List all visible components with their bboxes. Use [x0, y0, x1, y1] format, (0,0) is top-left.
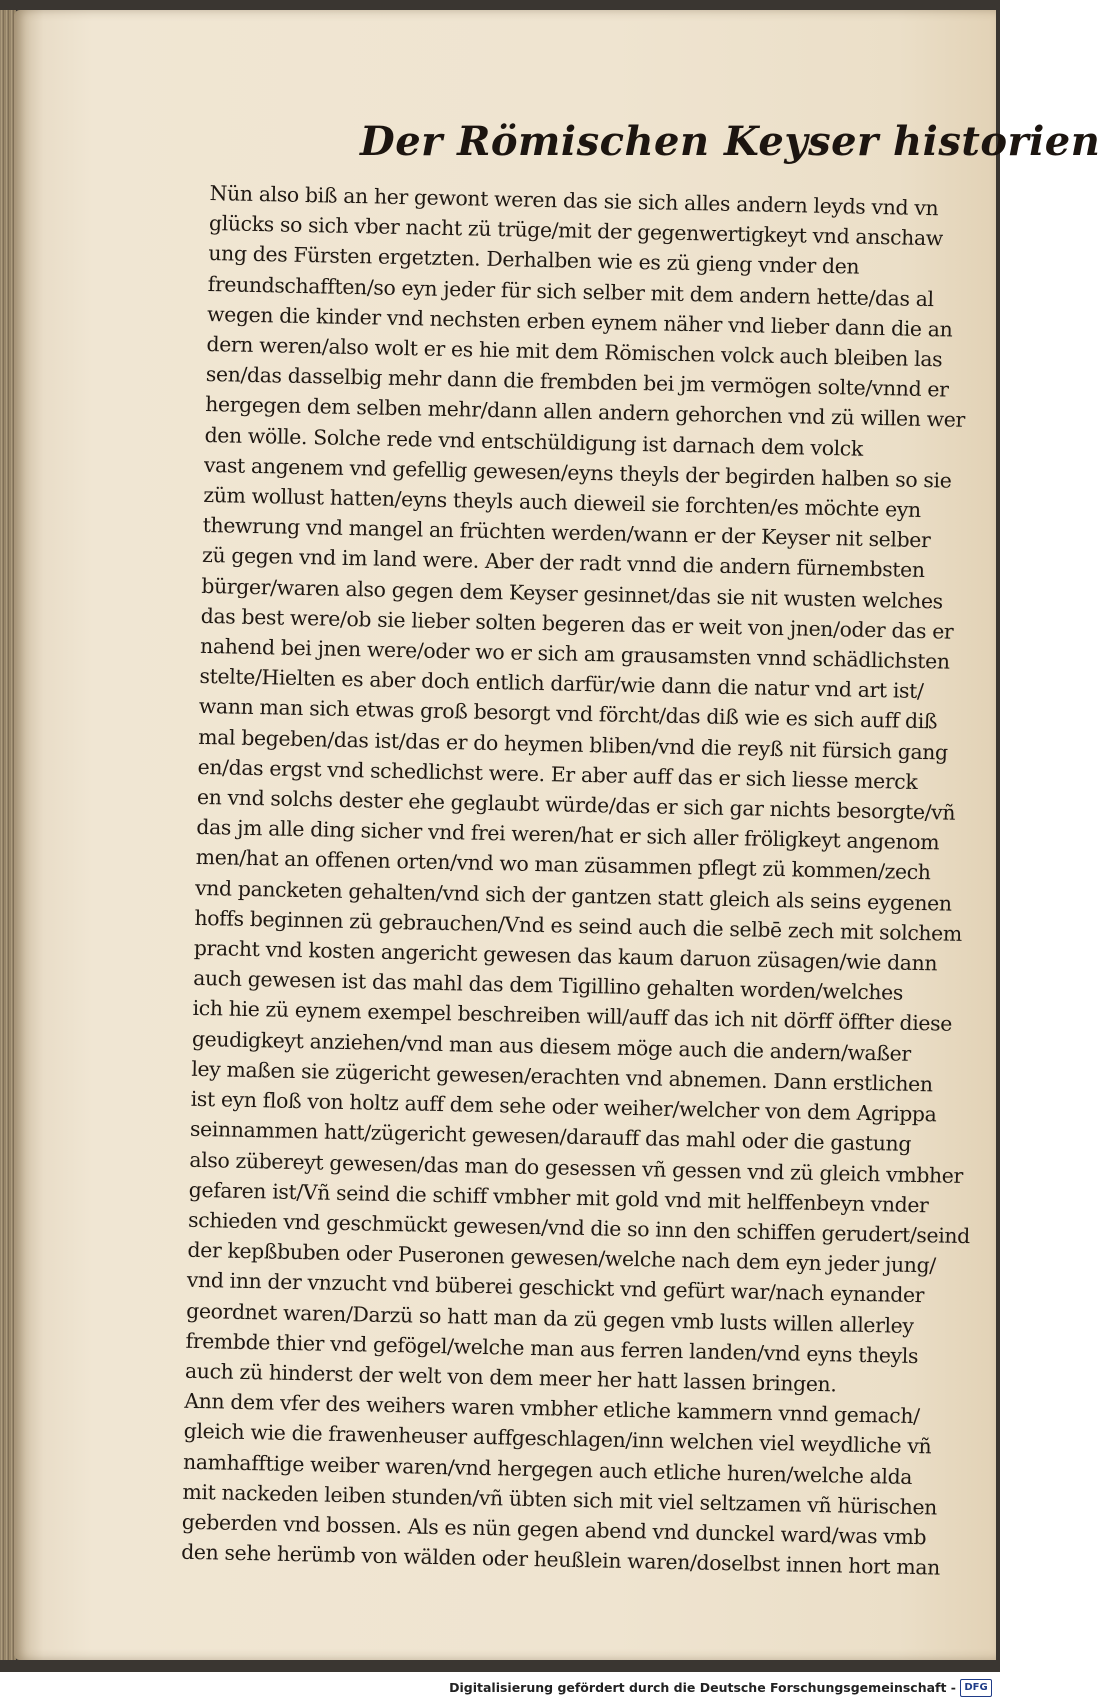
text-line: auch zü hinderst der welt von dem meer her hatt lassen bringen.	[184, 1358, 837, 1397]
text-line: ich hie zü eynem exempel beschreiben will/auff das ich nit dörff öffter diese	[192, 996, 953, 1037]
text-line: thewrung vnd mangel an früchten werden/wann er der Keyser nit selber	[202, 513, 931, 553]
text-line: mit nackeden leiben stunden/vñ übten sich mit viel seltzamen vñ hürischen	[182, 1479, 938, 1520]
text-line: ley maßen sie zügericht gewesen/erachten vnd abnemen. Dann erstlichen	[191, 1056, 933, 1097]
text-line: mal begeben/das ist/das er do heymen bliben/vnd die reyß nit fürsich gang	[198, 724, 949, 765]
body-text-block	[181, 178, 970, 1583]
text-line: geberden vnd bossen. Als es nün gegen abend vnd dunckel ward/was vmb	[181, 1509, 927, 1550]
text-line: züm wollust hatten/eyns theyls auch dieweil sie forchten/es möchte eyn	[203, 482, 922, 522]
text-line: pracht vnd kosten angericht gewesen das kaum daruon züsagen/wie dann	[193, 935, 938, 976]
text-line: sen/das dasselbig mehr dann die frembden bei jm vermögen solte/vnnd er	[205, 362, 949, 402]
text-line: also zübereyt gewesen/das man do gesessen vñ gessen vnd zü gleich vmbher	[189, 1147, 964, 1188]
text-line: wegen die kinder vnd nechsten erben eynem näher vnd lieber dann die an	[206, 301, 953, 342]
text-line: vnd inn der vnzucht vnd büberei geschickt vnd gefürt war/nach eynander	[186, 1268, 925, 1308]
text-line: geudigkeyt anziehen/vnd man aus diesem möge auch die andern/waßer	[191, 1026, 912, 1066]
text-line: namhafftige weiber waren/vnd hergegen auch etliche huren/welche alda	[182, 1449, 913, 1489]
text-line: freundschafften/so eyn jeder für sich selber mit dem andern hette/das al	[207, 271, 934, 311]
text-line: ist eyn floß von holtz auff dem sehe oder weiher/welcher von dem Agrippa	[190, 1086, 937, 1127]
text-line: vast angenem vnd gefellig gewesen/eyns theyls der begirden halben so sie	[203, 452, 952, 493]
text-line: wann man sich etwas groß besorgt vnd förcht/das diß wie es sich auff diß	[198, 694, 938, 734]
text-line: vnd pancketen gehalten/vnd sich der gantzen statt gleich als seins eygenen	[194, 875, 952, 916]
text-line: bürger/waren also gegen dem Keyser gesinnet/das sie nit wusten welches	[201, 573, 944, 614]
text-line: hergegen dem selben mehr/dann allen andern gehorchen vnd zü willen wer	[205, 392, 966, 433]
text-line: men/hat an offenen orten/vnd wo man züsammen pflegt zü kommen/zech	[195, 845, 931, 885]
text-line: zü gegen vnd im land were. Aber der radt vnnd die andern fürnembsten	[201, 543, 925, 583]
text-line: hoffs beginnen zü gebrauchen/Vnd es seind auch die selbē zech mit solchem	[194, 905, 963, 946]
text-line: der kepßbuben oder Puseronen gewesen/welche nach dem eyn jeder jung/	[187, 1237, 937, 1278]
text-line: en/das ergst vnd schedlichst were. Er aber auff das er sich liesse merck	[197, 754, 918, 794]
text-line: das jm alle ding sicher vnd frei weren/hat er sich aller fröligkeyt angenom	[196, 815, 940, 855]
text-line: den wölle. Solche rede vnd entschüldigung ist darnach dem volck	[204, 422, 864, 461]
text-line: schieden vnd geschmückt gewesen/vnd die so inn den schiffen gerudert/seind	[187, 1207, 971, 1249]
text-line: Ann dem vfer des weihers waren vmbher etliche kammern vnnd gemach/	[184, 1388, 920, 1429]
text-line: seinnammen hatt/zügericht gewesen/darauff das mahl oder die gastung	[189, 1117, 912, 1157]
text-line: den sehe herümb von wälden oder heußlein waren/doselbst innen hort man	[180, 1539, 941, 1580]
text-line: auch gewesen ist das mahl das dem Tigillino gehalten worden/welches	[192, 966, 904, 1005]
text-line: geordnet waren/Darzü so hatt man da zü gegen vmb lusts willen allerley	[186, 1298, 914, 1338]
text-line: gefaren ist/Vñ seind die schiff vmbher mit gold vnd mit helffenbeyn vnder	[188, 1177, 929, 1217]
text-line: glücks so sich vber nacht zü trüge/mit der gegenwertigkeyt vnd anschaw	[208, 211, 944, 251]
text-line: dern weren/also wolt er es hie mit dem Römischen volck auch bleiben las	[206, 331, 943, 372]
text-line: stelte/Hielten es aber doch entlich darfür/wie dann die natur vnd art ist/	[199, 664, 924, 704]
dfg-logo: DFG	[960, 1679, 992, 1697]
text-line: gleich wie die frawenheuser auffgeschlagen/inn welchen viel weydliche vñ	[183, 1419, 932, 1459]
text-line: nahend bei jnen were/oder wo er sich am grausamsten vnnd schädlichsten	[199, 633, 950, 674]
text-line: ung des Fürsten ergetzten. Derhalben wie es zü gieng vnder den	[208, 241, 860, 280]
text-line: frembde thier vnd gefögel/welche man aus ferren landen/vnd eyns theyls	[185, 1328, 919, 1368]
text-line: en vnd solchs dester ehe geglaubt würde/das er sich gar nichts besorgte/vñ	[196, 784, 956, 825]
text-line: Nün also biß an her gewont weren das sie sich alles andern leyds vnd vn	[209, 180, 939, 221]
digitization-credit: Digitalisierung gefördert durch die Deutsche Forschungsgemeinschaft -	[449, 1680, 956, 1695]
footer-bar	[0, 1672, 1000, 1703]
running-head: Der Römischen Keyser historien	[360, 118, 1100, 165]
text-line: das best were/ob sie lieber solten begeren das er weit von jnen/oder das er	[200, 603, 954, 644]
